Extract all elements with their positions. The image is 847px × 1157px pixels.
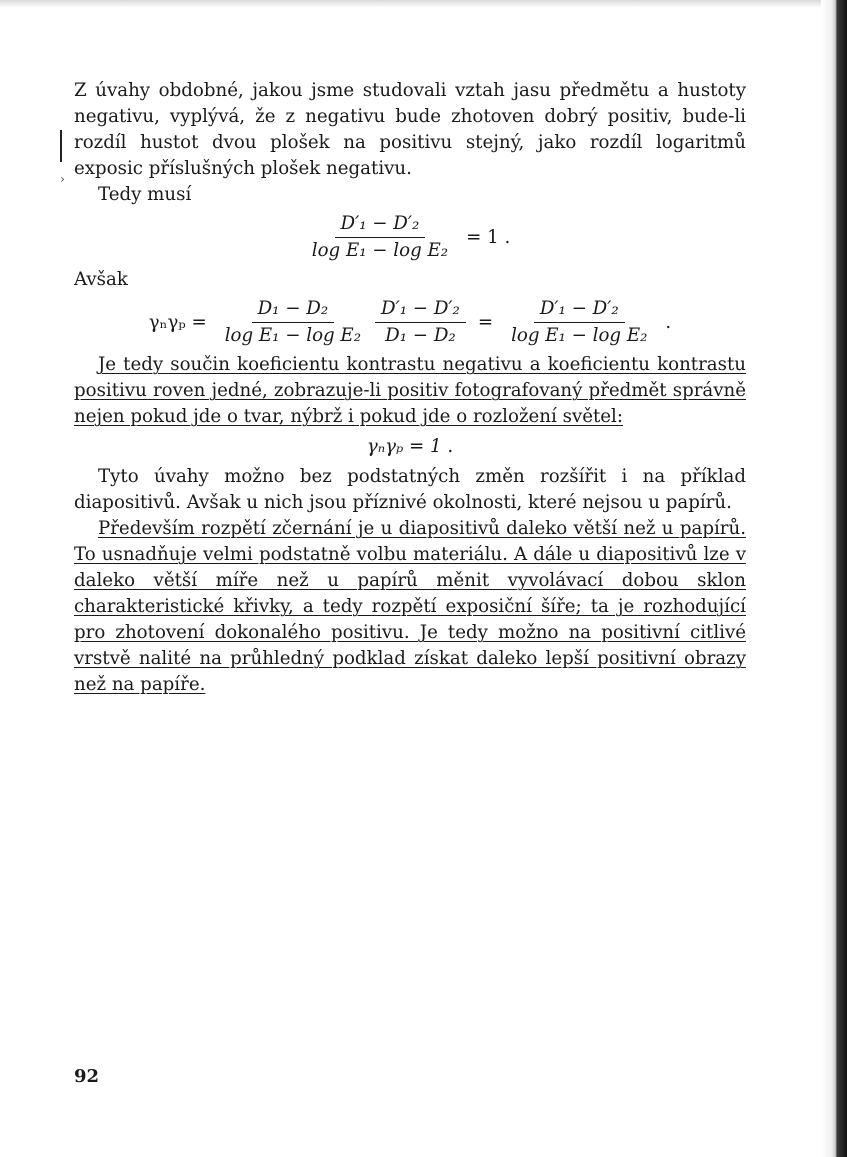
equation-2-fraction-1 bbox=[219, 297, 367, 348]
page-body bbox=[74, 78, 746, 698]
equation-2-fraction-2-numerator: D′₁ − D′₂ bbox=[375, 297, 466, 323]
paragraph-product: Je tedy součin koeficientu kontrastu negativu a koeficientu kontrastu positivu roven jedné, zobrazuje-li positiv fotografovaný předmět správně nejen pokud jde o tvar, nýbrž i pokud jde o rozložení světel: bbox=[74, 354, 746, 427]
equation-1-numerator: D′₁ − D′₂ bbox=[335, 212, 426, 238]
equation-2 bbox=[74, 297, 746, 348]
avsak-label: Avšak bbox=[74, 269, 128, 290]
equation-3-text: γₙγₚ = 1 . bbox=[366, 436, 454, 457]
equation-2-end: . bbox=[665, 311, 672, 333]
tedy-musi-label: Tedy musí bbox=[98, 184, 192, 205]
equation-1-rhs: = 1 . bbox=[466, 226, 511, 248]
equation-2-fraction-3-denominator: log E₁ − log E₂ bbox=[511, 325, 648, 346]
paragraph-advantages: Především rozpětí zčernání je u diapositivů daleko větší než u papírů. To usnadňuje velmi podstatně volbu materiálu. A dále u diapositivů lze v daleko větší míře než u papírů měnit vyvolávací dobou sklon charakteristické křivky, a tedy rozpětí exposiční šíře; ta je rozhodující pro zhotovení dokonalého positivu. Je tedy možno na positivní citlivé vrstvě nalité na průhledný podklad získat daleko lepší positivní obrazy než na papíře. bbox=[74, 518, 746, 695]
paragraph-diapositives: Tyto úvahy možno bez podstatných změn rozšířit i na příklad diapositivů. Avšak u nich jsou příznivé okolnosti, které nejsou u papírů. bbox=[74, 466, 746, 513]
equation-1 bbox=[74, 212, 746, 263]
equation-2-fraction-2 bbox=[375, 297, 466, 348]
equation-2-fraction-1-numerator: D₁ − D₂ bbox=[252, 297, 335, 323]
scan-top-shadow bbox=[0, 0, 847, 8]
equation-1-fraction bbox=[306, 212, 454, 263]
margin-arrow-icon: › bbox=[60, 172, 65, 186]
paragraph-intro: Z úvahy obdobné, jakou jsme studovali vztah jasu předmětu a hustoty negativu, vyplývá, že z negativu bude zhotoven dobrý positiv, bude-li rozdíl hustot dvou plošek na positivu stejný, jako rozdíl logaritmů exposic příslušných plošek negativu. bbox=[74, 80, 746, 179]
equation-2-fraction-1-denominator: log E₁ − log E₂ bbox=[224, 325, 362, 346]
equation-2-fraction-2-denominator: D₁ − D₂ bbox=[385, 325, 456, 346]
scan-binding-shadow bbox=[821, 0, 847, 1157]
margin-pencil-mark bbox=[60, 130, 62, 162]
equation-2-lhs: γₙγₚ = bbox=[148, 311, 207, 333]
equation-3 bbox=[74, 434, 746, 460]
page-number: 92 bbox=[74, 1066, 100, 1087]
equation-2-fraction-3 bbox=[505, 297, 653, 348]
equation-2-fraction-3-numerator: D′₁ − D′₂ bbox=[534, 297, 625, 323]
equation-2-equals: = bbox=[477, 311, 494, 333]
equation-1-denominator: log E₁ − log E₂ bbox=[311, 240, 449, 261]
